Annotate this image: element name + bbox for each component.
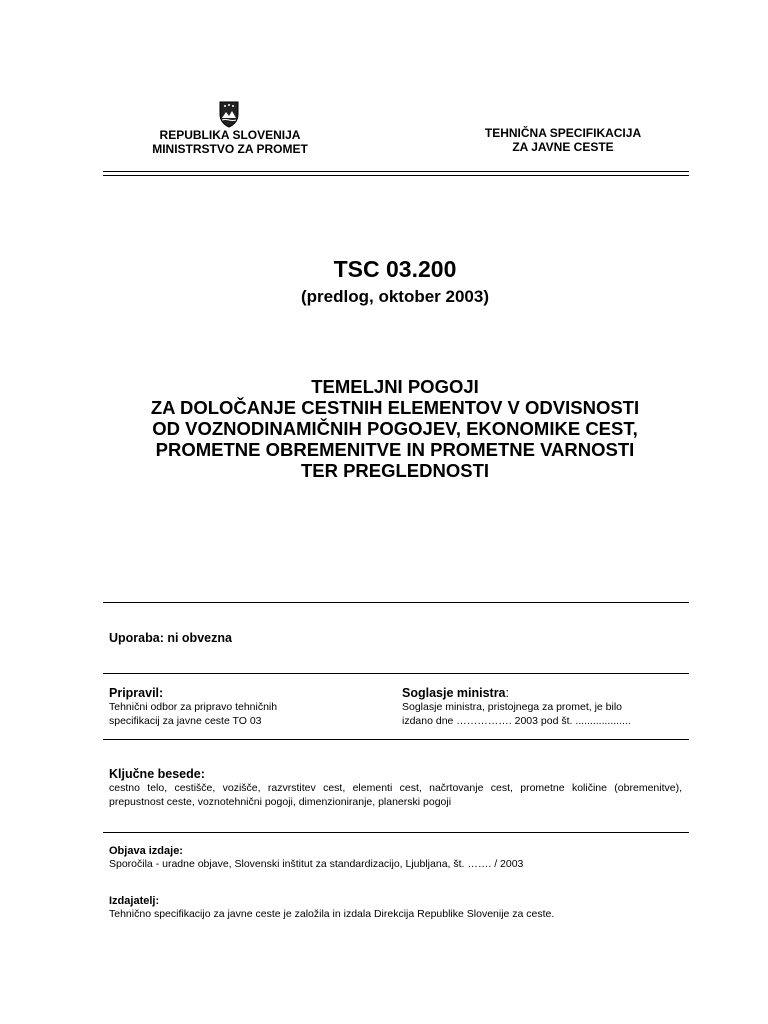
keywords-section <box>109 767 682 809</box>
publisher-text: Tehnično specifikacijo za javne ceste je založila in izdala Direkcija Republike Slovenije za ceste. <box>109 908 555 920</box>
title-line: ZA DOLOČANJE CESTNIH ELEMENTOV V ODVISNOSTI <box>150 397 640 418</box>
divider <box>103 673 689 674</box>
document-type-block <box>468 126 658 154</box>
prepared-by-line: Tehnični odbor za pripravo tehničnih <box>109 701 278 713</box>
keywords-heading: Ključne besede: <box>109 767 205 781</box>
publisher-heading: Izdajatelj: <box>109 895 160 907</box>
publication-text: Sporočila - uradne objave, Slovenski inštitut za standardizacijo, Ljubljana, št. ……. / 2003 <box>109 858 524 870</box>
consent-colon: : <box>505 686 509 700</box>
document-status: (predlog, oktober 2003) <box>301 287 489 306</box>
header-divider <box>103 171 689 176</box>
publisher-section <box>109 895 682 921</box>
consent-line: izdano dne ……………. 2003 pod št. ................... <box>402 715 631 727</box>
title-line: OD VOZNODINAMIČNIH POGOJEV, EKONOMIKE CEST, <box>152 418 638 439</box>
issuer-ministry: MINISTRSTVO ZA PROMET <box>152 142 308 156</box>
coat-of-arms-icon <box>218 100 240 128</box>
divider <box>103 739 689 740</box>
document-title <box>100 376 690 481</box>
issuer-country: REPUBLIKA SLOVENIJA <box>159 128 301 142</box>
prepared-by-line: specifikacij za javne ceste TO 03 <box>109 715 262 727</box>
divider <box>103 832 689 833</box>
title-line: TEMELJNI POGOJI <box>311 376 479 397</box>
title-line: TER PREGLEDNOSTI <box>300 460 490 481</box>
document-code: TSC 03.200 <box>333 256 457 282</box>
consent-line: Soglasje ministra, pristojnega za promet, je bilo <box>402 701 623 713</box>
divider <box>103 602 689 603</box>
publication-section <box>109 845 682 871</box>
consent-heading: Soglasje ministra <box>402 686 506 700</box>
document-type-line2: ZA JAVNE CESTE <box>512 140 614 154</box>
issuer-block <box>130 128 330 156</box>
minister-consent-section <box>402 686 692 728</box>
title-line: PROMETNE OBREMENITVE IN PROMETNE VARNOSTI <box>155 439 635 460</box>
prepared-by-section <box>109 686 389 728</box>
publication-heading: Objava izdaje: <box>109 845 183 857</box>
usage-status: Uporaba: ni obvezna <box>109 631 232 645</box>
keywords-text: cestno telo, cestišče, vozišče, razvrstitev cest, elementi cest, načrtovanje cest, prometne količine (obremenitve), prepustnost ceste, voznotehnični pogoji, dimenzioniranje, planerski pogoji <box>109 782 682 808</box>
prepared-by-heading: Pripravil: <box>109 686 164 700</box>
document-type-line1: TEHNIČNA SPECIFIKACIJA <box>484 126 642 140</box>
